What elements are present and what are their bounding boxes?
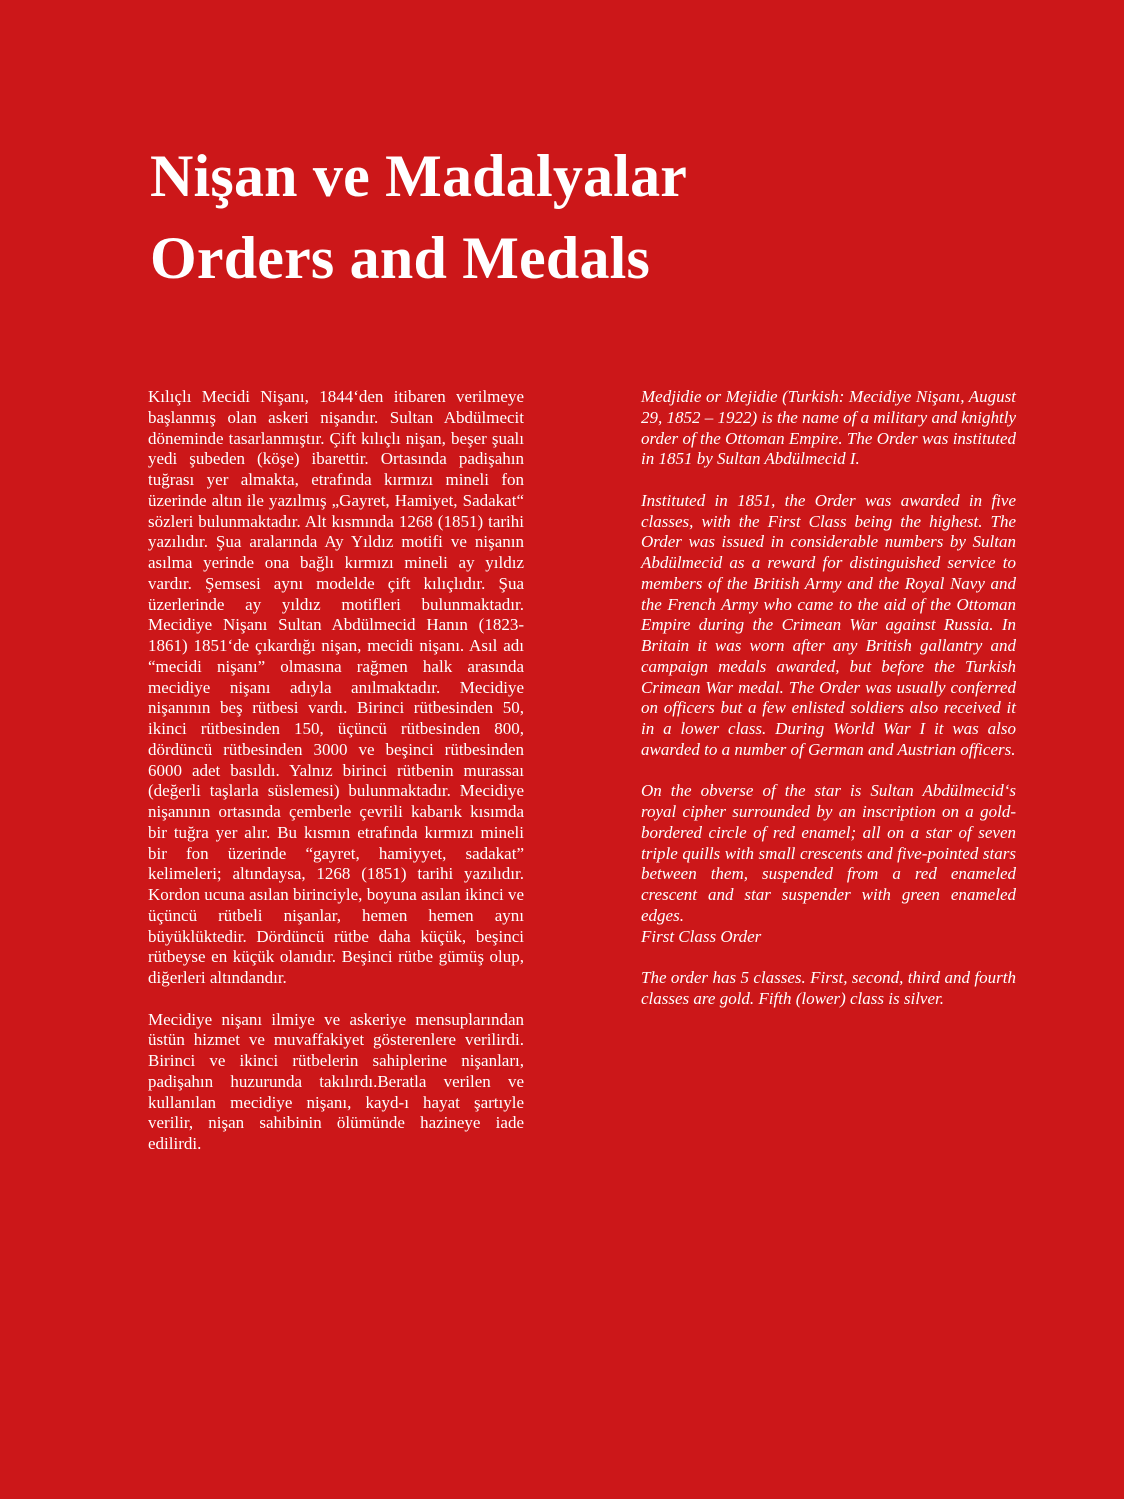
english-paragraph-2: Instituted in 1851, the Order was awarded in five classes, with the First Class being the highest. The Order was issued in considerable numbers by Sultan Abdülmecid as a reward for distinguished service to members of the British Army and the Royal Navy and the French Army who came to the aid of the Ottoman Empire during the Crimean War against Russia. In Britain it was worn after any British gallantry and campaign medals awarded, but before the Turkish Crimean War medal. The Order was usually conferred on officers but a few enlisted soldiers also received it in a lower class. During World War I it was also awarded to a number of German and Austrian officers. [641,490,1016,759]
turkish-paragraph-2: Mecidiye nişanı ilmiye ve askeriye mensuplarından üstün hizmet ve muvaffakiyet gösterenlere verilirdi. Birinci ve ikinci rütbelerin sahiplerine nişanları, padişahın huzurunda takılırdı.Beratla verilen ve kullanılan mecidiye nişanı, kayd-ı hayat şartıyle verilir, nişan sahibinin ölümünde hazineye iade edilirdi. [148,1009,524,1153]
first-class-caption: First Class Order [641,926,762,946]
english-paragraph-1: Medjidie or Mejidie (Turkish: Mecidiye Nişanı, August 29, 1852 – 1922) is the name of a military and knightly order of the Ottoman Empire. The Order was instituted in 1851 by Sultan Abdülmecid I. [641,387,1016,469]
turkish-paragraph-1: Kılıçlı Mecidi Nişanı, 1844‘den itibaren verilmeye başlanmış olan askeri nişandır. Sultan Abdülmecit döneminde tasarlanmıştır. Çift kılıçlı nişan, beşer şualı yedi şubeden (köşe) ibarettir. Ortasında padişahın tuğrası yer almakta, etrafında kırmızı mineli fon üzerinde altın ile yazılmış „Gayret, Hamiyet, Sadakat“ sözleri bulunmaktadır. Alt kısmında 1268 (1851) tarihi yazılıdır. Şua aralarında Ay Yıldız motifi ve nişanın asılma yerinde ona bağlı kırmızı mineli ay yıldız vardır. Şemsesi aynı modelde çift kılıçlıdır. Şua üzerlerinde ay yıldız motifleri bulunmaktadır. Mecidiye Nişanı Sultan Abdülmecid Hanın (1823-1861) 1851‘de çıkardığı nişan, mecidi nişanı. Asıl adı “mecidi nişanı” olmasına rağmen halk arasında mecidiye nişanı adıyla anılmaktadır. Mecidiye nişanının beş rütbesi vardı. Birinci rütbesinden 50, ikinci rütbesinden 150, üçüncü rütbesinden 800, dördüncü rütbesinden 3000 ve beşinci rütbesinden 6000 adet basıldı. Yalnız birinci rütbenin murassaı (değerli taşlarla süslemesi) bulunmaktadır. Mecidiye nişanının ortasında çemberle çevrili kabarık kısımda bir tuğra yer alır. Bu kısmın etrafında kırmızı mineli bir fon üzerinde “gayret, hamiyyet, sadakat” kelimeleri; altındaysa, 1268 (1851) tarihi yazılıdır. Kordon ucuna asılan birinciyle, boyuna asılan ikinci ve üçüncü rütbeli nişanlar, hemen hemen aynı büyüklüktedir. Dördüncü rütbe daha küçük, beşinci rütbeyse en küçük olanıdır. Beşinci rütbe gümüş olup, diğerleri altındandır. [148,387,524,987]
english-text-column [641,387,1016,1030]
title-turkish: Nişan ve Madalyalar [150,143,688,209]
turkish-text-column [148,387,524,1176]
title-english: Orders and Medals [150,225,651,291]
page-title [150,135,950,299]
english-paragraph-3-text: On the obverse of the star is Sultan Abdülmecid‘s royal cipher surrounded by an inscription on a gold-bordered circle of red enamel; all on a star of seven triple quills with small crescents and five-pointed stars between them, suspended from a red enameled crescent and star suspender with green enameled edges. [641,781,1016,925]
english-paragraph-4: The order has 5 classes. First, second, third and fourth classes are gold. Fifth (lower) class is silver. [641,968,1016,1008]
english-paragraph-3 [641,781,1016,947]
